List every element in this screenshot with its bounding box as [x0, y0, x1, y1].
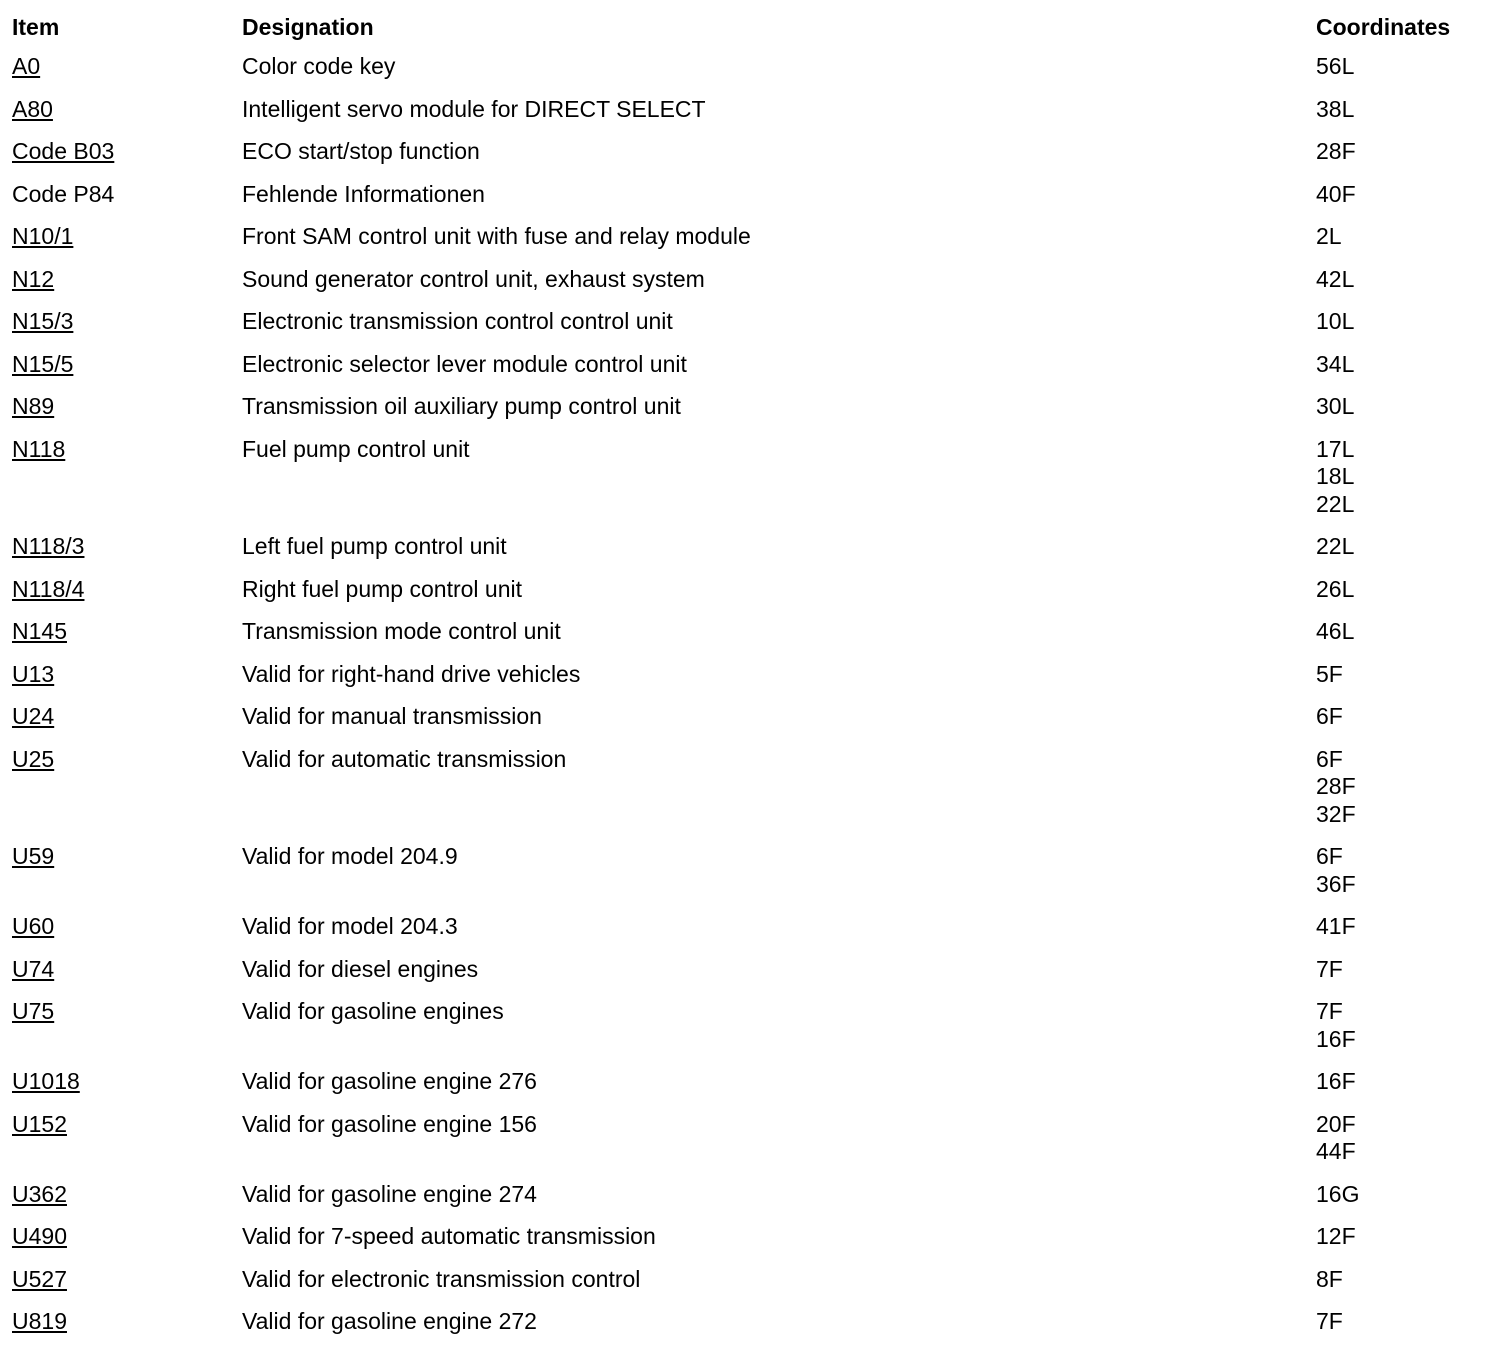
coordinate-value: 34L	[1316, 350, 1355, 377]
coordinates-cell	[1316, 1223, 1486, 1266]
item-cell	[12, 576, 242, 619]
table-row	[12, 1223, 1486, 1266]
coordinates-cell	[1316, 998, 1486, 1068]
coordinates-cell	[1316, 138, 1486, 181]
coordinates-cell	[1316, 181, 1486, 224]
table-row	[12, 1181, 1486, 1224]
coordinate-value: 8F	[1316, 1265, 1343, 1292]
item-link[interactable]: U13	[12, 660, 55, 687]
coordinate-value: 18L	[1316, 463, 1355, 489]
coordinate-value: 56L	[1316, 53, 1355, 79]
coordinates-cell	[1316, 1111, 1486, 1181]
designation-cell: Valid for manual transmission	[242, 703, 542, 729]
coordinates-cell	[1316, 308, 1486, 351]
designation-cell: Valid for gasoline engine 156	[242, 1110, 537, 1137]
item-link[interactable]: N118/4	[12, 575, 85, 602]
table-row	[12, 1068, 1486, 1111]
coordinates-cell	[1316, 746, 1486, 844]
legend-table	[12, 14, 1486, 1351]
designation-cell: Valid for right-hand drive vehicles	[242, 660, 581, 687]
item-cell	[12, 956, 242, 999]
designation-cell: Valid for gasoline engine 272	[242, 1308, 537, 1334]
coordinate-value: 6F	[1316, 745, 1343, 772]
item-link[interactable]: U152	[12, 1110, 67, 1137]
item-cell	[12, 661, 242, 704]
table-row	[12, 393, 1486, 436]
designation-cell: Transmission oil auxiliary pump control unit	[242, 393, 681, 419]
item-cell	[12, 703, 242, 746]
item-cell	[12, 181, 242, 224]
table-row	[12, 351, 1486, 394]
designation-cell: Valid for diesel engines	[242, 955, 479, 982]
designation-cell: Valid for 7-speed automatic transmission	[242, 1223, 656, 1249]
table-row	[12, 1308, 1486, 1351]
coordinate-value: 28F	[1316, 773, 1356, 799]
item-cell	[12, 96, 242, 139]
item-cell	[12, 393, 242, 436]
item-cell	[12, 436, 242, 534]
designation-cell: Electronic selector lever module control unit	[242, 350, 687, 377]
coordinate-value: 7F	[1316, 998, 1343, 1024]
header-row	[12, 14, 1486, 53]
item-cell	[12, 1308, 242, 1351]
table-row	[12, 223, 1486, 266]
coordinates-cell	[1316, 1308, 1486, 1351]
item-link[interactable]: N118/3	[12, 533, 85, 559]
coordinate-value: 16F	[1316, 1068, 1356, 1094]
coordinate-value: 41F	[1316, 913, 1356, 939]
designation-cell: Intelligent servo module for DIRECT SELECT	[242, 95, 706, 122]
designation-column-header: Designation	[242, 14, 374, 40]
item-cell	[12, 1223, 242, 1266]
item-cell	[12, 138, 242, 181]
item-link[interactable]: N15/5	[12, 350, 74, 377]
item-link[interactable]: N10/1	[12, 223, 74, 249]
table-row	[12, 181, 1486, 224]
coordinate-value: 20F	[1316, 1110, 1356, 1137]
coordinates-cell	[1316, 661, 1486, 704]
designation-cell: Left fuel pump control unit	[242, 533, 507, 559]
item-label: Code P84	[12, 180, 115, 207]
coordinate-value: 32F	[1316, 800, 1356, 827]
table-row	[12, 913, 1486, 956]
designation-cell: Valid for gasoline engine 276	[242, 1068, 537, 1094]
item-link[interactable]: U490	[12, 1223, 67, 1249]
coordinate-value: 2L	[1316, 223, 1342, 249]
coordinate-value: 40F	[1316, 180, 1356, 207]
table-row	[12, 956, 1486, 999]
item-link[interactable]: U25	[12, 745, 55, 772]
designation-cell: Sound generator control unit, exhaust system	[242, 265, 705, 292]
item-link[interactable]: N118	[12, 435, 66, 462]
item-cell	[12, 998, 242, 1068]
designation-cell: Valid for gasoline engines	[242, 998, 504, 1024]
item-cell	[12, 1111, 242, 1181]
coordinates-cell	[1316, 351, 1486, 394]
coordinate-value: 36F	[1316, 870, 1356, 897]
coordinate-value: 10L	[1316, 308, 1355, 334]
item-link[interactable]: N145	[12, 618, 67, 644]
item-link[interactable]: A80	[12, 95, 53, 122]
item-link[interactable]: Code B03	[12, 138, 115, 164]
table-row	[12, 1266, 1486, 1309]
item-link[interactable]: U60	[12, 913, 55, 939]
item-cell	[12, 913, 242, 956]
designation-cell: Electronic transmission control control unit	[242, 308, 673, 334]
designation-cell: Color code key	[242, 53, 396, 79]
coordinates-cell	[1316, 393, 1486, 436]
coordinates-cell	[1316, 436, 1486, 534]
legend-body	[12, 53, 1486, 1351]
coordinate-value: 46L	[1316, 618, 1355, 644]
coordinate-value: 5F	[1316, 660, 1343, 687]
designation-cell: Valid for electronic transmission control	[242, 1265, 641, 1292]
coordinate-value: 12F	[1316, 1223, 1356, 1249]
item-cell	[12, 53, 242, 96]
item-link[interactable]: U527	[12, 1265, 67, 1292]
coordinate-value: 7F	[1316, 955, 1343, 982]
table-row	[12, 53, 1486, 96]
designation-cell: Fuel pump control unit	[242, 435, 470, 462]
coordinate-value: 7F	[1316, 1308, 1343, 1334]
item-link[interactable]: U362	[12, 1180, 67, 1207]
item-cell	[12, 843, 242, 913]
item-link[interactable]: U74	[12, 955, 55, 982]
item-cell	[12, 618, 242, 661]
item-cell	[12, 1068, 242, 1111]
coordinate-value: 28F	[1316, 138, 1356, 164]
designation-cell: Valid for automatic transmission	[242, 745, 567, 772]
table-row	[12, 1111, 1486, 1181]
item-link[interactable]: A0	[12, 53, 41, 79]
item-cell	[12, 308, 242, 351]
coordinates-cell	[1316, 1181, 1486, 1224]
coordinate-value: 42L	[1316, 265, 1355, 292]
table-row	[12, 661, 1486, 704]
designation-cell: Valid for gasoline engine 274	[242, 1180, 537, 1207]
table-row	[12, 533, 1486, 576]
table-row	[12, 998, 1486, 1068]
item-cell	[12, 1181, 242, 1224]
coordinates-cell	[1316, 843, 1486, 913]
item-cell	[12, 1266, 242, 1309]
table-row	[12, 436, 1486, 534]
table-row	[12, 266, 1486, 309]
coordinates-cell	[1316, 956, 1486, 999]
coordinate-value: 22L	[1316, 533, 1355, 559]
designation-cell: Fehlende Informationen	[242, 180, 485, 207]
coordinates-cell	[1316, 913, 1486, 956]
designation-cell: Front SAM control unit with fuse and relay module	[242, 223, 751, 249]
coordinate-value: 30L	[1316, 393, 1355, 419]
coordinates-cell	[1316, 266, 1486, 309]
item-column-header: Item	[12, 14, 60, 40]
table-row	[12, 843, 1486, 913]
item-link[interactable]: U75	[12, 998, 55, 1024]
coordinates-cell	[1316, 703, 1486, 746]
coordinate-value: 17L	[1316, 435, 1355, 462]
item-cell	[12, 266, 242, 309]
item-link[interactable]: N15/3	[12, 308, 74, 334]
coordinates-cell	[1316, 618, 1486, 661]
coordinates-column-header: Coordinates	[1316, 14, 1451, 40]
coordinates-cell	[1316, 1266, 1486, 1309]
item-link[interactable]: U24	[12, 703, 55, 729]
coordinate-value: 6F	[1316, 703, 1343, 729]
designation-cell: Valid for model 204.9	[242, 843, 458, 869]
designation-cell: Right fuel pump control unit	[242, 575, 522, 602]
coordinate-value: 26L	[1316, 575, 1355, 602]
item-cell	[12, 533, 242, 576]
coordinates-cell	[1316, 96, 1486, 139]
coordinate-value: 38L	[1316, 95, 1355, 122]
item-link[interactable]: U1018	[12, 1068, 80, 1094]
designation-cell: Transmission mode control unit	[242, 618, 561, 644]
item-link[interactable]: N89	[12, 393, 55, 419]
table-row	[12, 576, 1486, 619]
coordinates-cell	[1316, 1068, 1486, 1111]
table-row	[12, 618, 1486, 661]
coordinates-cell	[1316, 576, 1486, 619]
coordinates-cell	[1316, 223, 1486, 266]
coordinates-cell	[1316, 533, 1486, 576]
table-row	[12, 746, 1486, 844]
table-row	[12, 96, 1486, 139]
designation-cell: ECO start/stop function	[242, 138, 480, 164]
coordinate-value: 6F	[1316, 843, 1343, 869]
table-row	[12, 703, 1486, 746]
coordinates-cell	[1316, 53, 1486, 96]
designation-cell: Valid for model 204.3	[242, 913, 458, 939]
table-row	[12, 138, 1486, 181]
coordinate-value: 16G	[1316, 1180, 1360, 1207]
table-row	[12, 308, 1486, 351]
coordinate-value: 22L	[1316, 490, 1355, 517]
item-link[interactable]: N12	[12, 265, 55, 292]
item-cell	[12, 746, 242, 844]
item-cell	[12, 351, 242, 394]
coordinate-value: 16F	[1316, 1025, 1356, 1052]
item-link[interactable]: U59	[12, 843, 55, 869]
item-link[interactable]: U819	[12, 1308, 67, 1334]
item-cell	[12, 223, 242, 266]
coordinate-value: 44F	[1316, 1138, 1356, 1164]
